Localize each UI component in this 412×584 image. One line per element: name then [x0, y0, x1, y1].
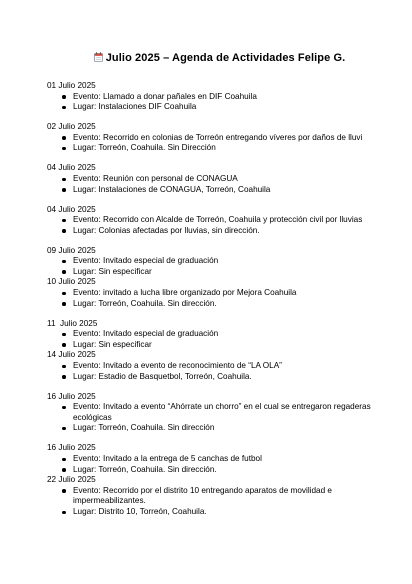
- agenda-entry: [47, 122, 392, 154]
- title-text: Julio 2025 – Agenda de Actividades Felipe G.: [105, 52, 346, 64]
- agenda-entry: [47, 392, 392, 434]
- event-item: Evento: Invitado especial de graduación: [73, 329, 392, 340]
- entry-details: [47, 454, 392, 475]
- agenda-entry: [47, 163, 392, 195]
- agenda-entry: [47, 246, 392, 278]
- entry-date: 02 Julio 2025: [47, 122, 96, 132]
- event-item: Evento: Invitado a evento “Ahórrate un chorro” en el cual se entregaron regaderas ecológicas: [73, 402, 392, 423]
- entry-date: 04 Julio 2025: [47, 204, 96, 214]
- agenda-entry: [47, 81, 392, 113]
- entry-date: 09 Julio 2025: [47, 245, 96, 255]
- agenda-entry: [47, 277, 392, 309]
- entry-date: 01 Julio 2025: [47, 81, 96, 90]
- event-item: Evento: Recorrido en colonias de Torreón entregando víveres por daños de lluvi: [73, 133, 392, 144]
- entry-details: [47, 133, 392, 154]
- agenda-entry: [47, 443, 392, 475]
- event-item: Evento: Reunión con personal de CONAGUA: [73, 174, 392, 185]
- event-item: Evento: Llamado a donar pañales en DIF Coahuila: [73, 92, 392, 103]
- agenda-entry: [47, 205, 392, 237]
- event-item: Evento: Recorrido con Alcalde de Torreón, Coahuila y protección civil por lluvias: [73, 215, 392, 226]
- calendar-icon: [94, 52, 103, 62]
- location-item: Lugar: Sin especificar: [73, 267, 392, 278]
- entry-details: [47, 174, 392, 195]
- event-item: Evento: Invitado a la entrega de 5 canchas de futbol: [73, 454, 392, 465]
- page-title: [47, 52, 392, 64]
- entry-details: [47, 329, 392, 350]
- entry-details: [47, 256, 392, 277]
- event-item: Evento: Invitado especial de graduación: [73, 256, 392, 267]
- agenda-entry: [47, 475, 392, 517]
- agenda-list: [47, 81, 392, 518]
- entry-date: 11 Julio 2025: [47, 318, 98, 328]
- location-item: Lugar: Sin especificar: [73, 340, 392, 351]
- location-item: Lugar: Instalaciones de CONAGUA, Torreón, Coahuila: [73, 185, 392, 196]
- entry-date: 16 Julio 2025: [47, 391, 96, 401]
- location-item: Lugar: Distrito 10, Torreón, Coahuila.: [73, 507, 392, 518]
- location-item: Lugar: Colonias afectadas por lluvias, sin dirección.: [73, 226, 392, 237]
- entry-date: 04 Julio 2025: [47, 163, 96, 173]
- entry-date: 16 Julio 2025: [47, 443, 96, 453]
- location-item: Lugar: Torreón, Coahuila. Sin dirección.: [73, 465, 392, 476]
- entry-details: [47, 361, 392, 382]
- entry-details: [47, 486, 392, 518]
- location-item: Lugar: Torreón, Coahuila. Sin dirección: [73, 423, 392, 434]
- entry-date: 22 Julio 2025: [47, 475, 96, 485]
- agenda-entry: [47, 350, 392, 382]
- entry-date: 14 Julio 2025: [47, 350, 96, 360]
- location-item: Lugar: Torreón, Coahuila. Sin Dirección: [73, 143, 392, 154]
- entry-details: [47, 92, 392, 113]
- location-item: Lugar: Instalaciones DIF Coahuila: [73, 102, 392, 113]
- location-item: Lugar: Estadio de Basquetbol, Torreón, Coahuila.: [73, 372, 392, 383]
- agenda-entry: [47, 319, 392, 351]
- entry-details: [47, 402, 392, 434]
- entry-details: [47, 215, 392, 236]
- event-item: Evento: Invitado a evento de reconocimiento de “LA OLA”: [73, 361, 392, 372]
- location-item: Lugar: Torreón, Coahuila. Sin dirección.: [73, 299, 392, 310]
- entry-details: [47, 288, 392, 309]
- event-item: Evento: invitado a lucha libre organizado por Mejora Coahuila: [73, 288, 392, 299]
- entry-date: 10 Julio 2025: [47, 277, 96, 287]
- event-item: Evento: Recorrido por el distrito 10 entregando aparatos de movilidad e impermeabilizantes.: [73, 486, 392, 507]
